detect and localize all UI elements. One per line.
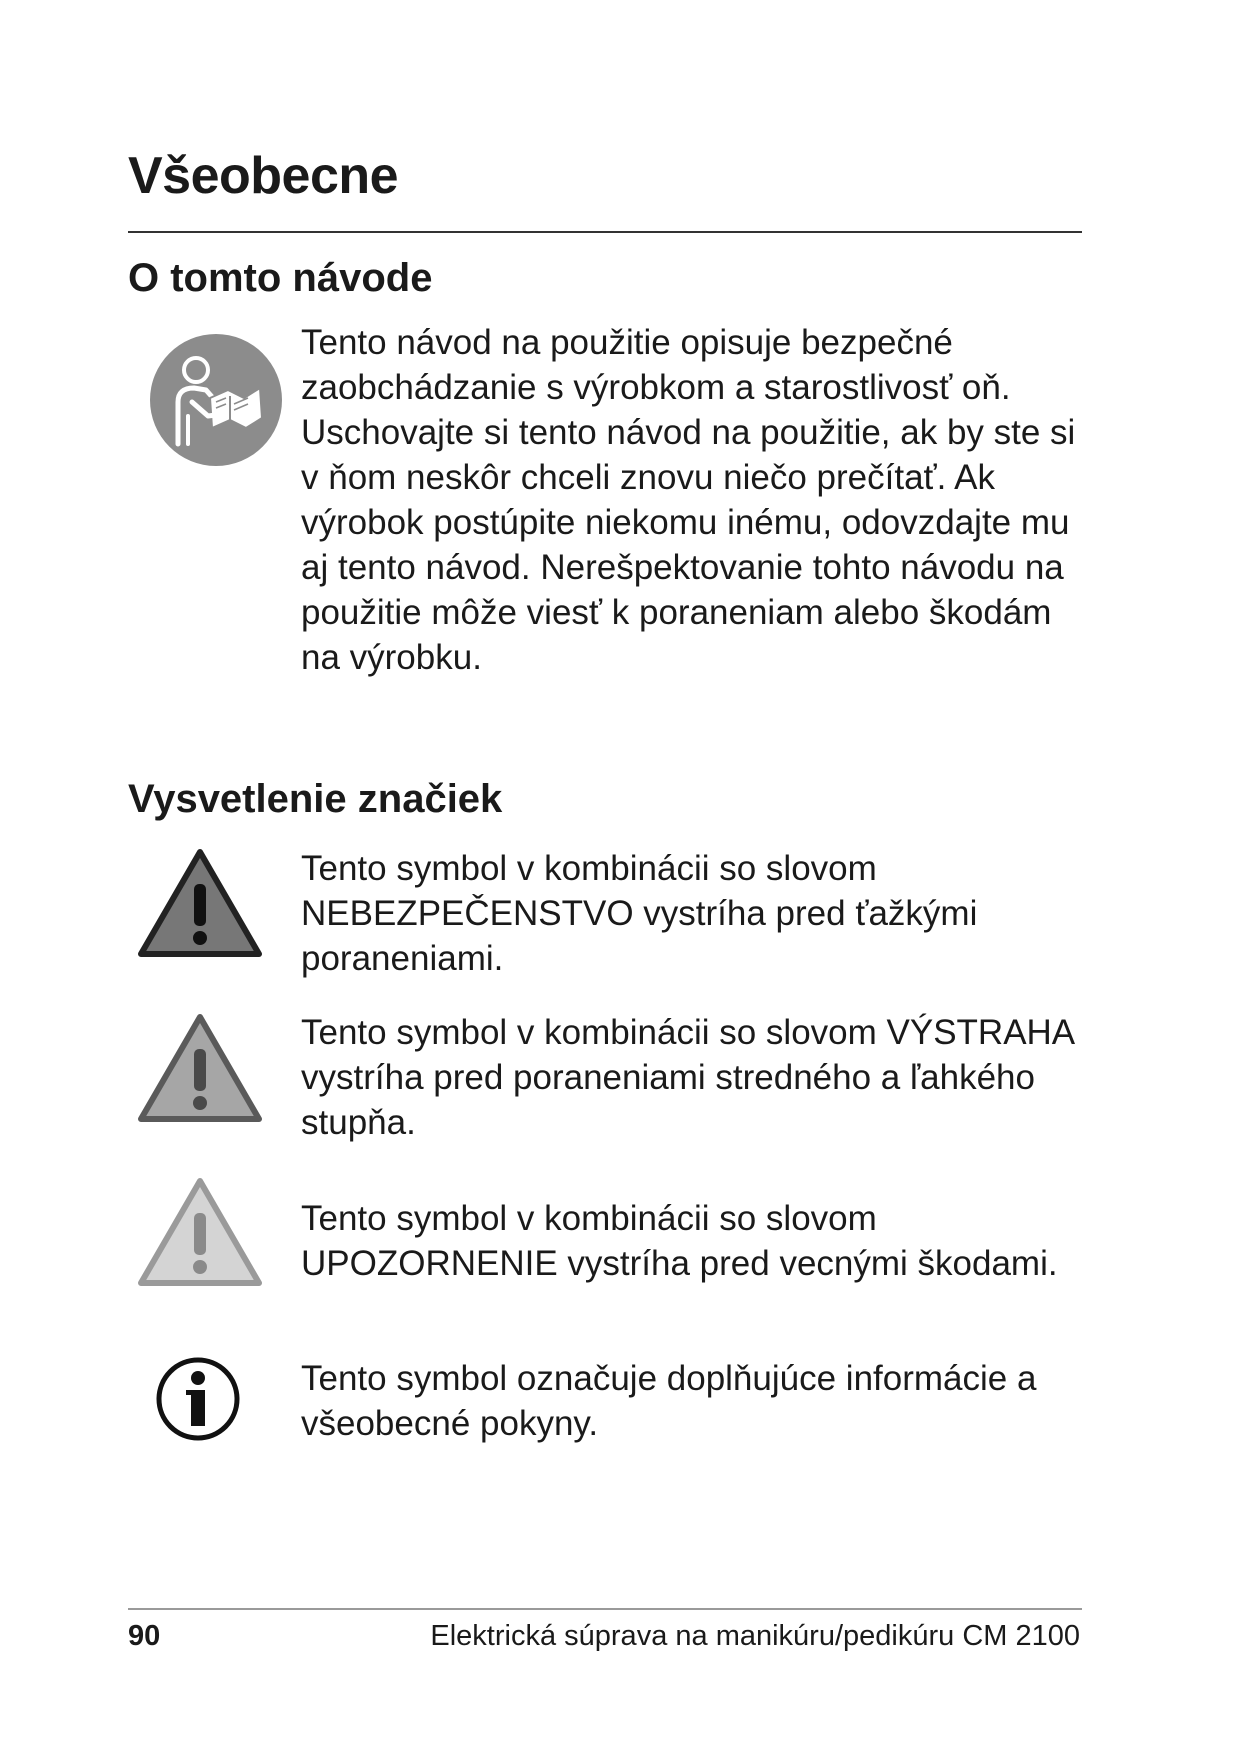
warning-text: Tento symbol v kombinácii so slovom VÝSTRAHA vystríha pred poraneniami stredného a ľahkého stupňa.	[301, 1013, 1074, 1142]
read-manual-icon	[148, 332, 284, 468]
info-text: Tento symbol označuje doplňujúce informácie a všeobecné pokyny.	[301, 1359, 1037, 1443]
caution-text: Tento symbol v kombinácii so slovom UPOZORNENIE vystríha pred vecnými škodami.	[301, 1199, 1058, 1283]
warning-triangle-icon	[135, 1011, 265, 1127]
title-divider	[128, 231, 1082, 233]
symbols-heading: Vysvetlenie značiek	[128, 777, 503, 821]
danger-text: Tento symbol v kombinácii so slovom NEBEZPEČENSTVO vystríha pred ťažkými poraneniami.	[301, 849, 978, 978]
page-title: Všeobecne	[128, 147, 399, 205]
about-heading: O tomto návode	[128, 256, 433, 300]
footer-product-title: Elektrická súprava na manikúru/pedikúru CM 2100	[430, 1620, 1080, 1652]
caution-triangle-icon	[135, 1175, 265, 1291]
page-number: 90	[128, 1620, 161, 1652]
danger-triangle-icon	[135, 846, 265, 962]
about-text: Tento návod na použitie opisuje bezpečné zaobchádzanie s výrobkom a starostlivosť oň. Uschovajte si tento návod na použitie, ak by ste si v ňom neskôr chceli znovu niečo prečítať. Ak výrobok postúpite niekomu inému, odovzdajte mu aj tento návod. Nerešpektovanie tohto návodu na použitie môže viesť k poraneniam alebo škodám na výrobku.	[301, 323, 1076, 677]
footer-divider	[128, 1608, 1082, 1610]
info-icon	[155, 1356, 241, 1442]
